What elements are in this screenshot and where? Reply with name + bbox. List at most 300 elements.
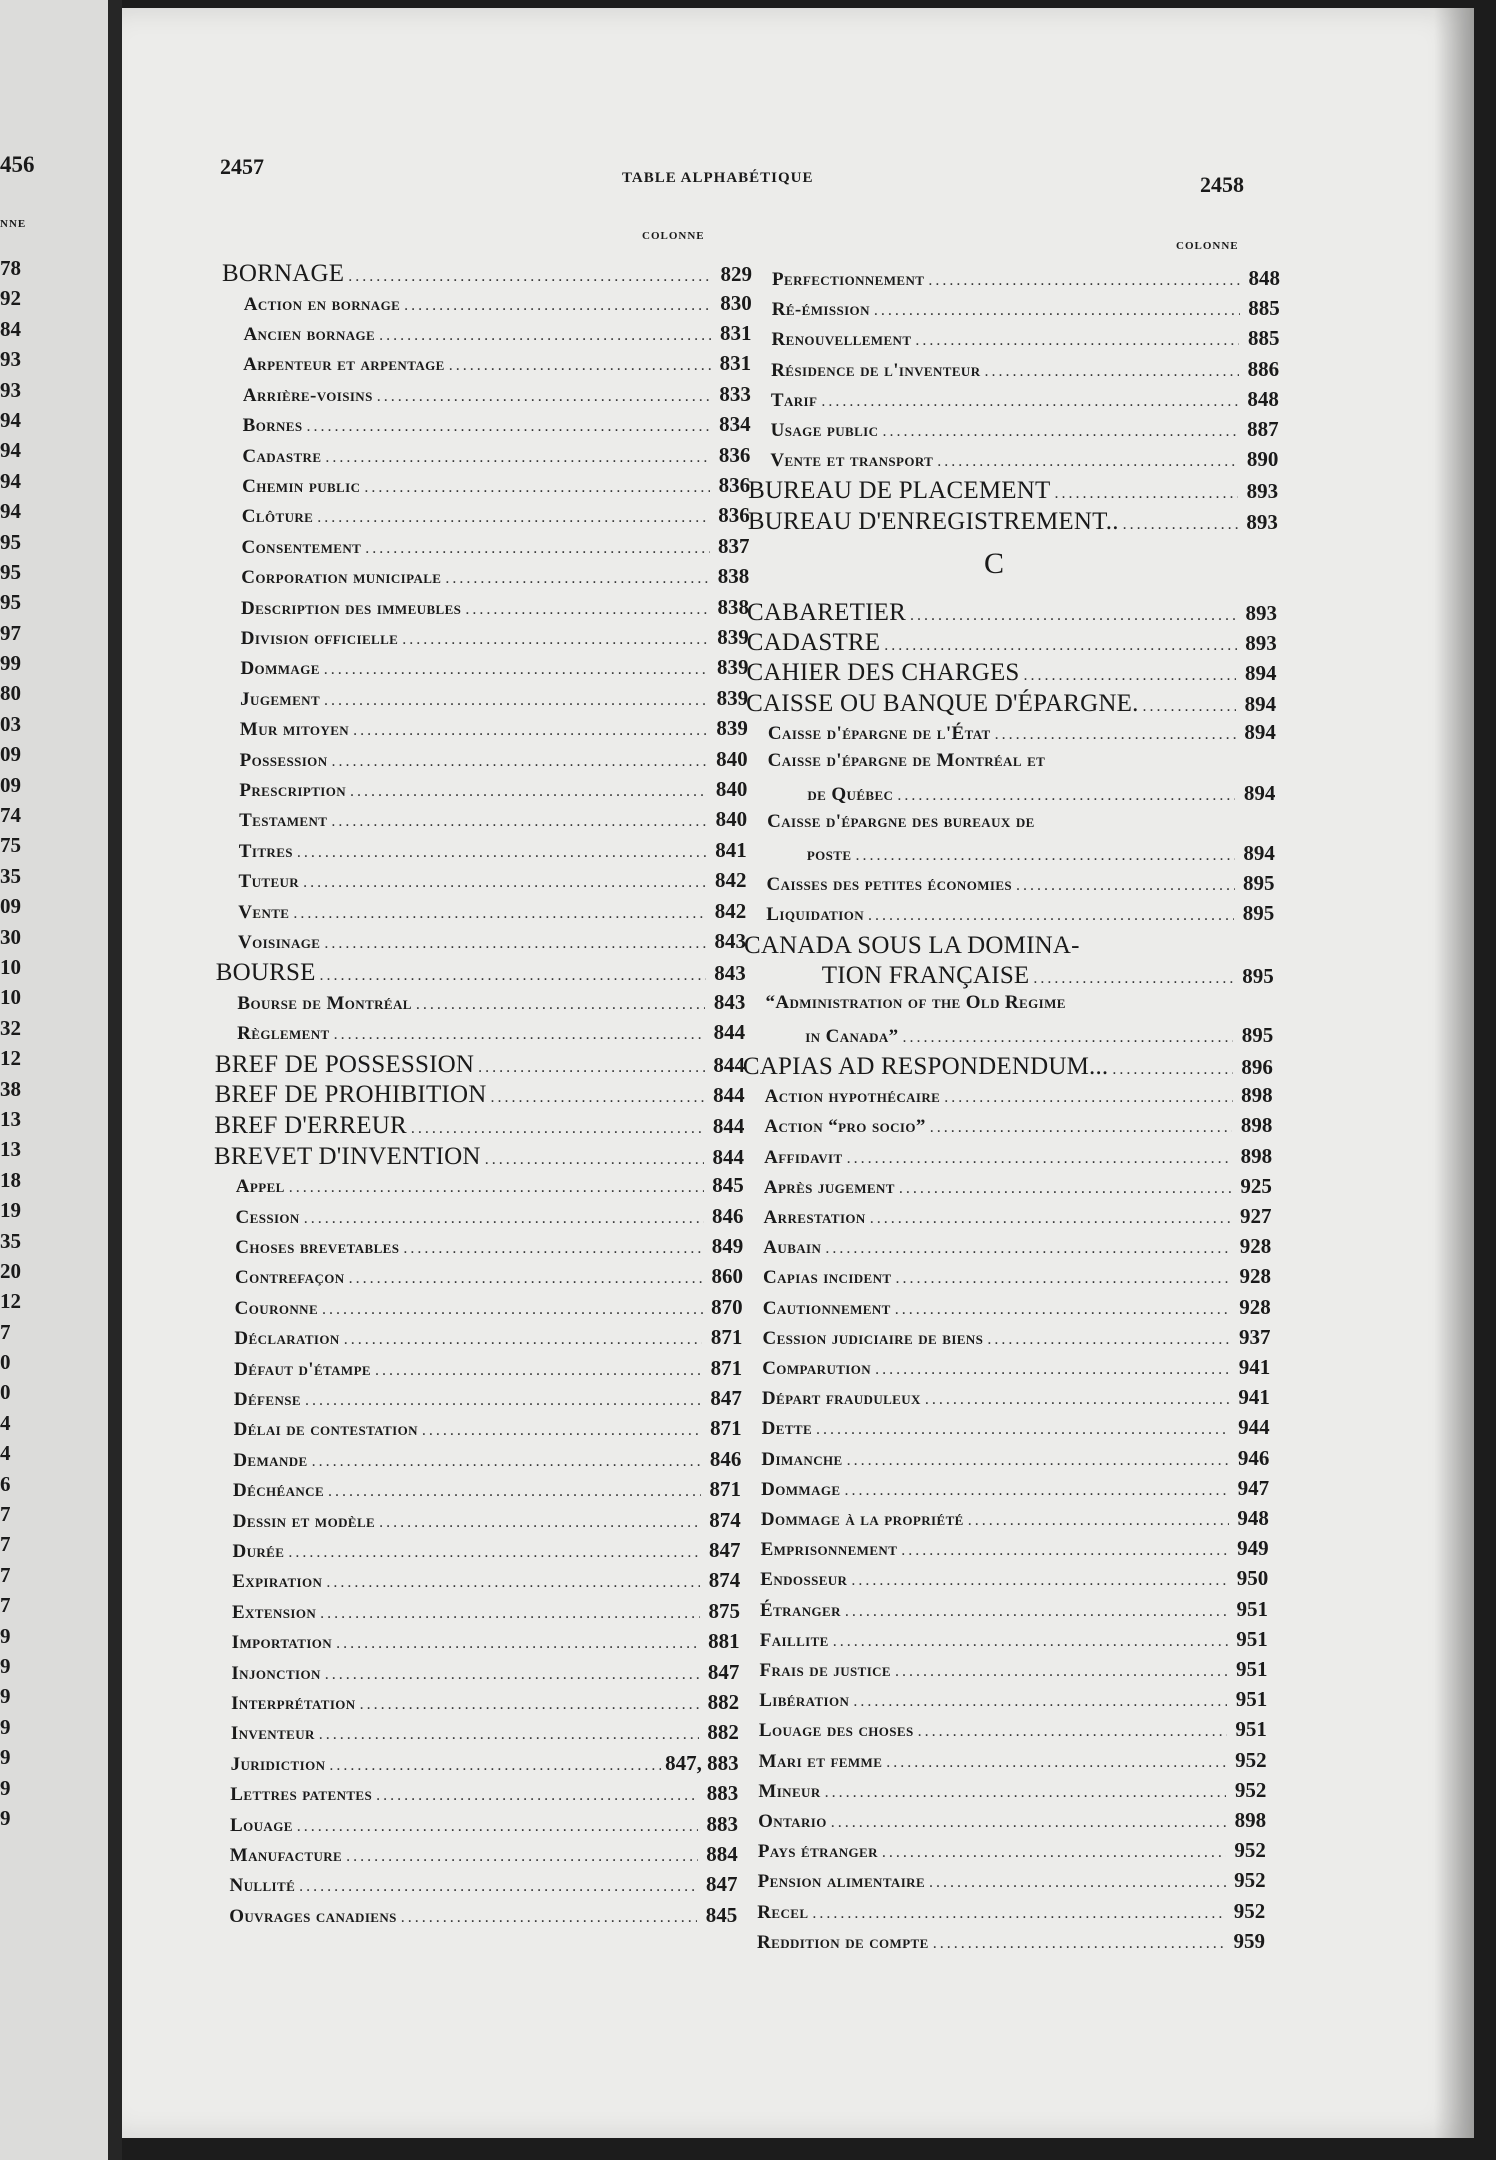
index-entry [242,443,750,468]
entry-label: Ancien bornage [243,324,376,345]
page-title: TABLE ALPHABÉTIQUE [622,170,814,186]
entry-label: in Canada” [805,1025,899,1047]
entry-label: Extension [231,1601,317,1623]
entry-page-number: 860 [711,1264,743,1289]
leader-dots [303,874,706,892]
previous-page-number-entry: 9 [0,1623,11,1648]
index-entry [244,291,752,316]
previous-page-number-entry: 84 [0,316,21,341]
index-entry [746,690,1276,718]
index-entry [758,1838,1266,1863]
leader-dots [344,1331,703,1349]
entry-label: Jugement [240,688,321,710]
leader-dots [910,607,1237,625]
leader-dots [348,268,712,286]
entry-label: CAPIAS AD RESPONDENDUM... [742,1052,1109,1080]
leader-dots [324,692,708,710]
entry-label: BREF DE PROHIBITION [214,1081,487,1109]
entry-label: Tarif [770,389,818,411]
entry-label: Chemin public [242,476,361,497]
index-entry [762,1385,1270,1410]
entry-page-number: 841 [715,837,747,862]
entry-page-number: 952 [1234,1868,1266,1893]
leader-dots [1055,485,1239,503]
index-entry [748,508,1278,536]
entry-page-number: 846 [709,1446,742,1471]
index-entry [764,1113,1272,1138]
index-entry [771,357,1279,382]
index-entry [243,412,751,437]
index-entry [231,1720,739,1745]
entry-label: Caisse d'épargne de l'État [767,723,991,745]
previous-page-number-entry: 93 [0,347,21,372]
entry-page-number: 840 [716,746,748,771]
book-gutter [108,0,122,2160]
left-page-number: 2457 [220,154,264,179]
entry-label: BORNAGE [222,260,345,287]
leader-dots [289,1179,704,1197]
entry-label: Après jugement [763,1176,895,1198]
entry-page-number: 839 [716,716,748,741]
previous-page-number-entry: 35 [0,863,21,888]
index-entry [771,417,1279,442]
entry-label: Appel [235,1176,285,1198]
entry-page-number: 834 [719,412,751,437]
entry-label: Perfectionnement [772,269,925,290]
leader-dots [844,1482,1229,1500]
index-entry [762,1325,1270,1350]
previous-page-column-label: NNE [0,218,27,230]
index-entry [232,1629,740,1654]
entry-page-number: 848 [1247,386,1279,411]
previous-page-number-entry: 92 [0,286,21,311]
entry-label: Bornes [242,415,303,437]
leader-dots [925,1391,1230,1409]
index-entry [237,990,745,1015]
leader-dots [1033,970,1233,988]
leader-dots [855,847,1234,865]
leader-dots [416,996,706,1014]
entry-page-number: 893 [1245,631,1277,655]
entry-label: Frais de justice [759,1660,892,1681]
index-entry [215,1081,745,1109]
entry-page-number: 952 [1234,1777,1267,1802]
entry-page-number: 948 [1237,1506,1269,1530]
index-entry [762,1355,1270,1380]
entry-label: Dimanche [761,1448,843,1470]
entry-page-number: 847 [710,1386,742,1410]
entry-label: Juridiction [230,1753,326,1775]
index-entry [232,1568,740,1593]
leader-dots [882,1844,1226,1862]
entry-page-number: 882 [707,1690,740,1714]
entry-page-number: 895 [1243,871,1275,896]
entry-label: Défense [233,1389,301,1410]
leader-dots [882,423,1238,441]
index-entry [242,503,750,528]
entry-label: BUREAU D'ENREGISTREMENT.. [747,507,1119,535]
previous-page-number-entry: 12 [0,1289,21,1314]
index-entry [757,1929,1265,1954]
leader-dots [1112,1061,1233,1079]
entry-label: Caisse d'épargne de Montréal et [767,750,1046,772]
entry-label: Action “pro socio” [764,1116,926,1138]
index-entry [243,351,751,376]
leader-dots [984,363,1239,381]
index-entry [238,929,746,954]
leader-dots [875,1361,1230,1379]
index-entry [239,777,747,802]
index-entry [233,1508,741,1533]
leader-dots [465,601,709,619]
entry-page-number: 928 [1239,1294,1271,1319]
index-page [122,8,1474,2138]
previous-page-number-entry: 4 [0,1441,11,1466]
entry-label: Mari et femme [758,1750,883,1772]
entry-page-number: 840 [715,807,748,832]
leader-dots [401,1909,697,1927]
previous-page-number-entry: 74 [0,803,21,828]
entry-label: Nullité [229,1875,296,1897]
entry-label: Choses brevetables [235,1237,400,1258]
entry-label: “Administration of the Old Regime [765,992,1066,1014]
entry-label: CABARETIER [747,598,906,626]
leader-dots [895,1301,1231,1319]
entry-label: Corporation municipale [241,567,442,589]
previous-page-number-entry: 97 [0,620,21,645]
leader-dots [884,637,1236,655]
entry-label: Cession judiciaire de biens [762,1327,984,1349]
previous-page-number-entry: 93 [0,377,21,402]
entry-label: Prescription [239,780,347,801]
entry-label: Délai de contestation [233,1419,418,1441]
entry-page-number: 831 [719,351,752,376]
entry-page-number: 839 [716,685,749,710]
entry-label: Comparution [762,1358,872,1379]
entry-label: Testament [239,810,328,832]
section-letter: C [984,547,1005,581]
index-entry [771,326,1279,351]
entry-label: Défaut d'étampe [234,1358,372,1380]
leader-dots [449,357,711,375]
index-entry [763,1295,1271,1320]
entry-page-number: 848 [1248,266,1280,290]
index-entry [230,1812,738,1837]
index-entry [216,959,746,987]
index-entry [764,1204,1272,1229]
index-entry [764,1174,1272,1199]
leader-dots [821,393,1239,411]
entry-page-number: 846 [712,1203,744,1228]
right-column-label: COLONNE [1176,240,1239,252]
entry-label: Cadastre [242,445,322,467]
leader-dots [320,967,706,985]
previous-page-number-entry: 94 [0,438,21,463]
index-entry [222,260,752,288]
entry-page-number: 829 [720,262,752,286]
entry-page-number: 896 [1241,1054,1273,1079]
entry-page-number: 959 [1233,1928,1266,1953]
entry-label: Importation [231,1632,333,1654]
entry-label: Ouvrages canadiens [229,1905,397,1927]
leader-dots [324,661,709,679]
previous-page-number-entry: 10 [0,954,21,979]
leader-dots [987,1331,1230,1349]
index-entry [765,1083,1273,1108]
previous-page-number-entry: 7 [0,1502,11,1527]
index-entry [229,1872,737,1897]
index-entry [747,599,1277,627]
previous-page-number-entry: 35 [0,1228,21,1253]
entry-label: Mineur [758,1780,821,1802]
entry-label: Consentement [241,536,362,558]
index-entry [242,473,750,498]
entry-page-number: 887 [1247,417,1279,441]
index-entry [743,1053,1273,1081]
leader-dots [312,1453,702,1471]
entry-page-number: 845 [705,1902,738,1927]
leader-dots [930,1119,1233,1137]
index-entry [768,720,1276,745]
entry-page-number: 928 [1239,1264,1271,1289]
entry-page-number: 838 [717,564,750,589]
previous-page-number-entry: 13 [0,1106,21,1131]
previous-page-number-entry: 38 [0,1076,21,1101]
previous-page-number-entry: 13 [0,1137,21,1162]
leader-dots [350,783,707,801]
index-entry [243,321,751,346]
index-entry [231,1751,739,1776]
leader-dots [353,722,708,740]
entry-page-number: 885 [1248,296,1280,321]
leader-dots [402,631,708,649]
entry-page-number: 836 [718,473,751,497]
entry-page-number: 871 [709,1477,742,1502]
index-entry [822,962,1274,990]
entry-label: Dette [761,1418,813,1440]
previous-page-number-entry: 9 [0,1745,11,1770]
leader-dots [336,1635,700,1653]
previous-page-number-entry: 0 [0,1380,11,1405]
entry-page-number: 941 [1238,1355,1271,1379]
leader-dots [870,1210,1232,1228]
index-entry [233,1477,741,1502]
entry-label: Expiration [232,1571,323,1593]
entry-label: Lettres patentes [230,1784,373,1806]
entry-label: Aubain [763,1237,822,1259]
leader-dots [305,1392,702,1410]
leader-dots [825,1784,1227,1802]
entry-page-number: 951 [1236,1626,1268,1651]
index-entry [761,1506,1269,1531]
leader-dots [853,1693,1227,1711]
index-entry [240,686,748,711]
entry-page-number: 894 [1243,841,1275,865]
entry-label: Règlement [237,1023,330,1045]
entry-page-number: 843 [713,990,746,1014]
entry-page-number: 836 [718,442,751,467]
leader-dots [845,1603,1228,1621]
leader-dots [379,327,711,345]
left-column-label: COLONNE [642,230,705,242]
index-entry [235,1234,743,1259]
leader-dots [326,1574,700,1592]
entry-page-number: 893 [1245,600,1277,625]
index-entry [234,1325,742,1350]
entry-page-number: 928 [1239,1234,1272,1259]
entry-page-number: 830 [720,290,752,315]
leader-dots [929,1874,1226,1892]
entry-page-number: 894 [1244,691,1277,716]
index-entry [242,534,750,559]
previous-page-number-entry: 94 [0,468,21,493]
entry-page-number: 881 [708,1629,740,1654]
leader-dots [918,1723,1227,1741]
index-entry [236,1173,744,1198]
entry-label: Recel [757,1901,809,1923]
previous-page-number-entry: 30 [0,924,21,949]
entry-label: Arrière-voisins [242,384,373,406]
leader-dots [322,1301,703,1319]
entry-page-number: 874 [709,1507,741,1532]
entry-page-number: 898 [1240,1143,1273,1168]
entry-label: Dessin et modèle [232,1510,376,1532]
previous-page-number-entry: 75 [0,833,21,858]
entry-page-number: 871 [710,1416,742,1441]
entry-page-number: 838 [717,594,749,619]
entry-label: Bourse de Montréal [237,993,412,1014]
entry-label: Résidence de l'inventeur [771,359,981,381]
leader-dots [331,753,707,771]
entry-page-number: 882 [707,1720,739,1745]
index-entry [744,932,1274,960]
previous-page-number-entry: 94 [0,499,21,524]
entry-page-number: 843 [714,929,746,953]
index-entry [760,1627,1268,1652]
leader-dots [886,1754,1226,1772]
leader-dots [331,813,707,831]
entry-label: Caisse d'épargne des bureaux de [767,810,1035,832]
entry-page-number: 895 [1242,964,1274,988]
index-entry [240,716,748,741]
index-entry [238,899,746,924]
index-entry [771,387,1279,412]
leader-dots [944,1089,1232,1107]
leader-dots [937,453,1238,471]
previous-page-number-entry: 9 [0,1714,11,1739]
previous-page-strip [0,0,108,2160]
entry-label: BREF D'ERREUR [214,1112,407,1139]
previous-page-number-entry: 20 [0,1258,21,1283]
index-entry [236,1204,744,1229]
entry-page-number: 840 [715,777,748,801]
entry-label: Affidavit [764,1146,843,1168]
index-entry [762,1415,1270,1440]
index-entry [746,659,1276,687]
entry-label: Voisinage [237,932,321,953]
entry-label: Libération [759,1690,850,1712]
entry-label: Tuteur [238,871,300,893]
leader-dots [319,1726,699,1744]
leader-dots [1016,877,1235,895]
index-entry [761,1476,1269,1501]
entry-page-number: 893 [1246,479,1279,504]
entry-label: Dommage [240,658,320,680]
entry-label: Emprisonnement [760,1539,898,1561]
entry-page-number: 847 [708,1538,741,1562]
leader-dots [299,1878,697,1896]
entry-page-number: 883 [706,1781,739,1806]
index-entry [239,868,747,893]
entry-page-number: 894 [1243,780,1276,805]
entry-page-number: 898 [1234,1808,1267,1832]
previous-page-number-entry: 9 [0,1684,11,1709]
leader-dots [317,509,710,527]
index-entry [234,1416,742,1441]
entry-label: Déclaration [234,1328,340,1350]
leader-dots [1143,698,1237,716]
index-entry [760,1597,1268,1622]
entry-page-number: 895 [1242,901,1275,926]
entry-page-number: 927 [1240,1204,1272,1228]
previous-page-number-entry: 99 [0,651,21,676]
entry-page-number: 952 [1233,1898,1266,1923]
index-entry [234,1356,742,1381]
leader-dots [816,1421,1230,1439]
entry-page-number: 893 [1246,509,1278,534]
leader-dots [377,388,711,406]
index-entry [234,1386,742,1411]
entry-label: Liquidation [766,904,865,926]
entry-page-number: 842 [715,868,747,893]
index-entry [770,447,1278,472]
entry-label: Interprétation [231,1693,356,1714]
entry-page-number: 875 [708,1598,740,1623]
entry-label: Division officielle [240,628,399,649]
leader-dots [995,726,1236,744]
entry-page-number: 844 [713,1020,746,1045]
previous-page-number-entry: 32 [0,1015,21,1040]
index-entry [747,629,1277,657]
leader-dots [375,1362,702,1380]
leader-dots [376,1787,698,1805]
entry-label: Louage des choses [758,1720,914,1742]
index-entry [761,1446,1269,1471]
entry-page-number: 946 [1237,1445,1270,1470]
leader-dots [896,1270,1232,1288]
entry-page-number: 837 [718,533,750,558]
index-entry [214,1112,744,1140]
leader-dots [334,1026,706,1044]
entry-label: Reddition de compte [757,1931,929,1953]
entry-page-number: 952 [1234,1838,1266,1863]
entry-page-number: 839 [717,625,749,649]
entry-label: poste [806,844,852,865]
previous-page-number-entry: 9 [0,1805,11,1830]
leader-dots [304,1210,704,1228]
previous-page-number-entry: 95 [0,559,21,584]
entry-page-number: 883 [706,1811,739,1836]
entry-label: Action hypothécaire [764,1086,941,1108]
entry-label: Injonction [231,1662,321,1684]
index-entry [243,382,751,407]
index-entry [241,595,749,620]
leader-dots [933,1935,1225,1953]
entry-page-number: 844 [712,1144,745,1169]
leader-dots [903,1029,1234,1047]
leader-dots [328,1483,701,1501]
previous-page-number-entry: 09 [0,894,21,919]
